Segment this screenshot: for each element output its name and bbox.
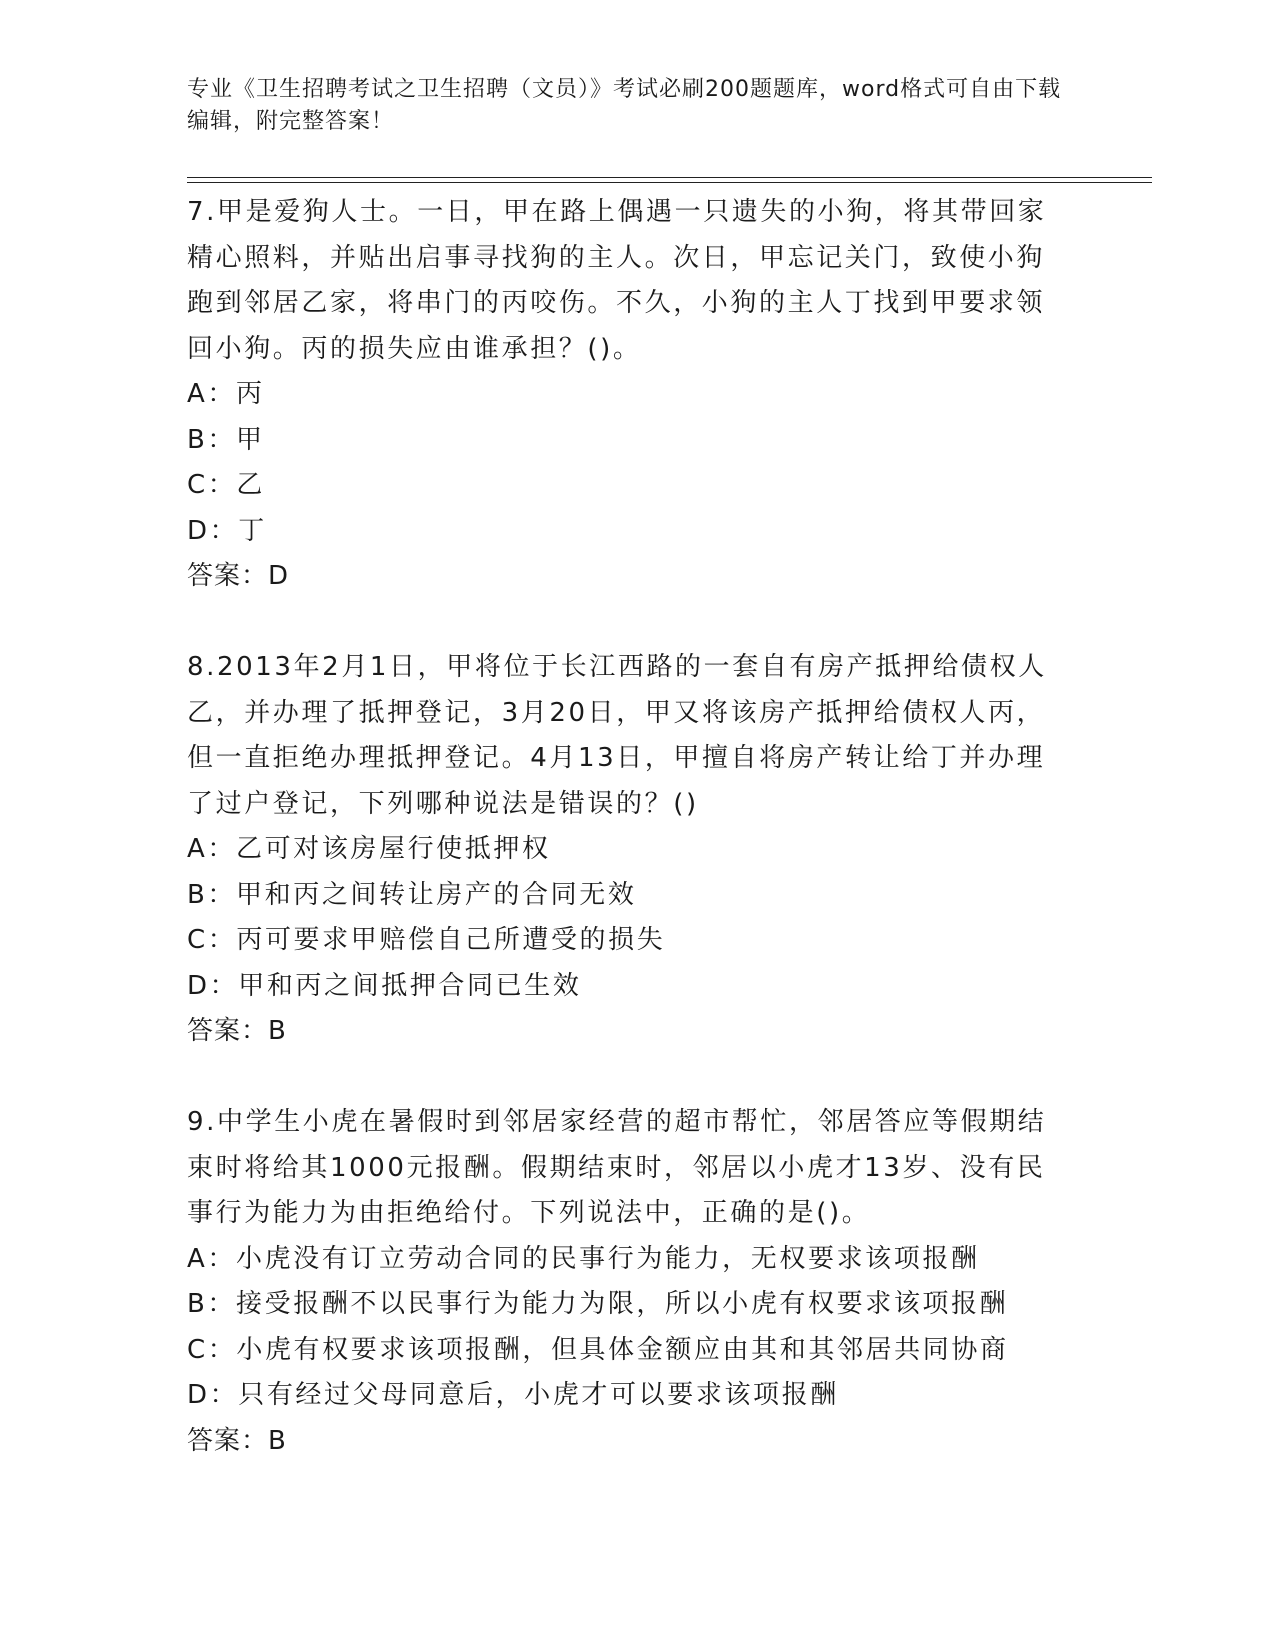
option-c: C：小虎有权要求该项报酬，但具体金额应由其和其邻居共同协商 bbox=[187, 1334, 1009, 1365]
option-d: D：只有经过父母同意后，小虎才可以要求该项报酬 bbox=[187, 1380, 839, 1410]
option-c: C：丙可要求甲赔偿自己所遭受的损失 bbox=[187, 925, 666, 955]
question-block-7 bbox=[187, 190, 1067, 600]
option-c: C：乙 bbox=[187, 470, 265, 500]
header-divider-bottom bbox=[187, 182, 1152, 183]
option-b: B：接受报酬不以民事行为能力为限，所以小虎有权要求该项报酬 bbox=[187, 1289, 1009, 1319]
option-a: A：乙可对该房屋行使抵押权 bbox=[187, 834, 551, 864]
question-stem: 9.中学生小虎在暑假时到邻居家经营的超市帮忙，邻居答应等假期结束时将给其1000元报酬。假期结束时，邻居以小虎才13岁、没有民事行为能力为由拒绝给付。下列说法中，正确的是()。 bbox=[187, 1107, 1047, 1228]
header-divider-top bbox=[187, 177, 1152, 178]
answer: 答案：B bbox=[187, 1016, 287, 1046]
option-b: B：甲 bbox=[187, 424, 265, 455]
question-block-9 bbox=[187, 1100, 1067, 1464]
question-stem: 7.甲是爱狗人士。一日，甲在路上偶遇一只遗失的小狗，将其带回家精心照料，并贴出启事寻找狗的主人。次日，甲忘记关门，致使小狗跑到邻居乙家，将串门的丙咬伤。不久，小狗的主人丁找到甲要求领回小狗。丙的损失应由谁承担？()。 bbox=[187, 197, 1047, 364]
option-a: A：小虎没有订立劳动合同的民事行为能力，无权要求该项报酬 bbox=[187, 1243, 980, 1274]
answer: 答案：B bbox=[187, 1425, 287, 1456]
option-d: D：甲和丙之间抵押合同已生效 bbox=[187, 970, 582, 1001]
question-stem: 8.2013年2月1日，甲将位于长江西路的一套自有房产抵押给债权人乙，并办理了抵押登记，3月20日，甲又将该房产抵押给债权人丙，但一直拒绝办理抵押登记。4月13日，甲擅自将房产转让给丁并办理了过户登记，下列哪种说法是错误的？() bbox=[187, 652, 1047, 819]
option-b: B：甲和丙之间转让房产的合同无效 bbox=[187, 879, 637, 910]
question-block-8 bbox=[187, 645, 1067, 1055]
option-a: A：丙 bbox=[187, 379, 265, 409]
option-d: D：丁 bbox=[187, 515, 267, 546]
answer: 答案：D bbox=[187, 561, 290, 591]
document-header: 专业《卫生招聘考试之卫生招聘（文员）》考试必刷200题题库，word格式可自由下载编辑，附完整答案！ bbox=[187, 77, 1062, 134]
